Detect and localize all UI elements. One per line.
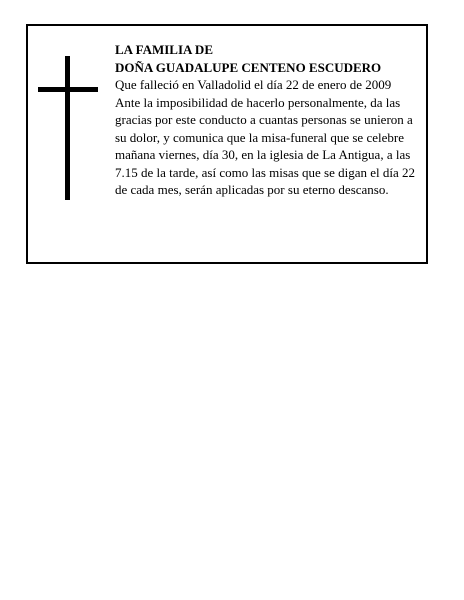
notice-text [115, 41, 419, 199]
cross-icon [38, 56, 98, 200]
cross-horizontal-bar [38, 87, 98, 92]
cross-vertical-bar [65, 56, 70, 200]
heading-deceased-name: DOÑA GUADALUPE CENTENO ESCUDERO [115, 59, 382, 75]
notice-body: Ante la imposibilidad de hacerlo personalmente, da las gracias por este conducto a cuantas personas se unieron a su dolor, y comunica que la misa-funeral que se celebre mañana viernes, día 30, en la iglesia de La Antigua, a las 7.15 de la tarde, así como las misas que se digan el día 22 de cada mes, serán aplicadas por su eterno descanso. [115, 94, 416, 197]
heading-family: LA FAMILIA DE [115, 42, 213, 57]
obituary-notice [26, 24, 428, 264]
death-date-line: Que falleció en Valladolid el día 22 de enero de 2009 [115, 77, 392, 92]
